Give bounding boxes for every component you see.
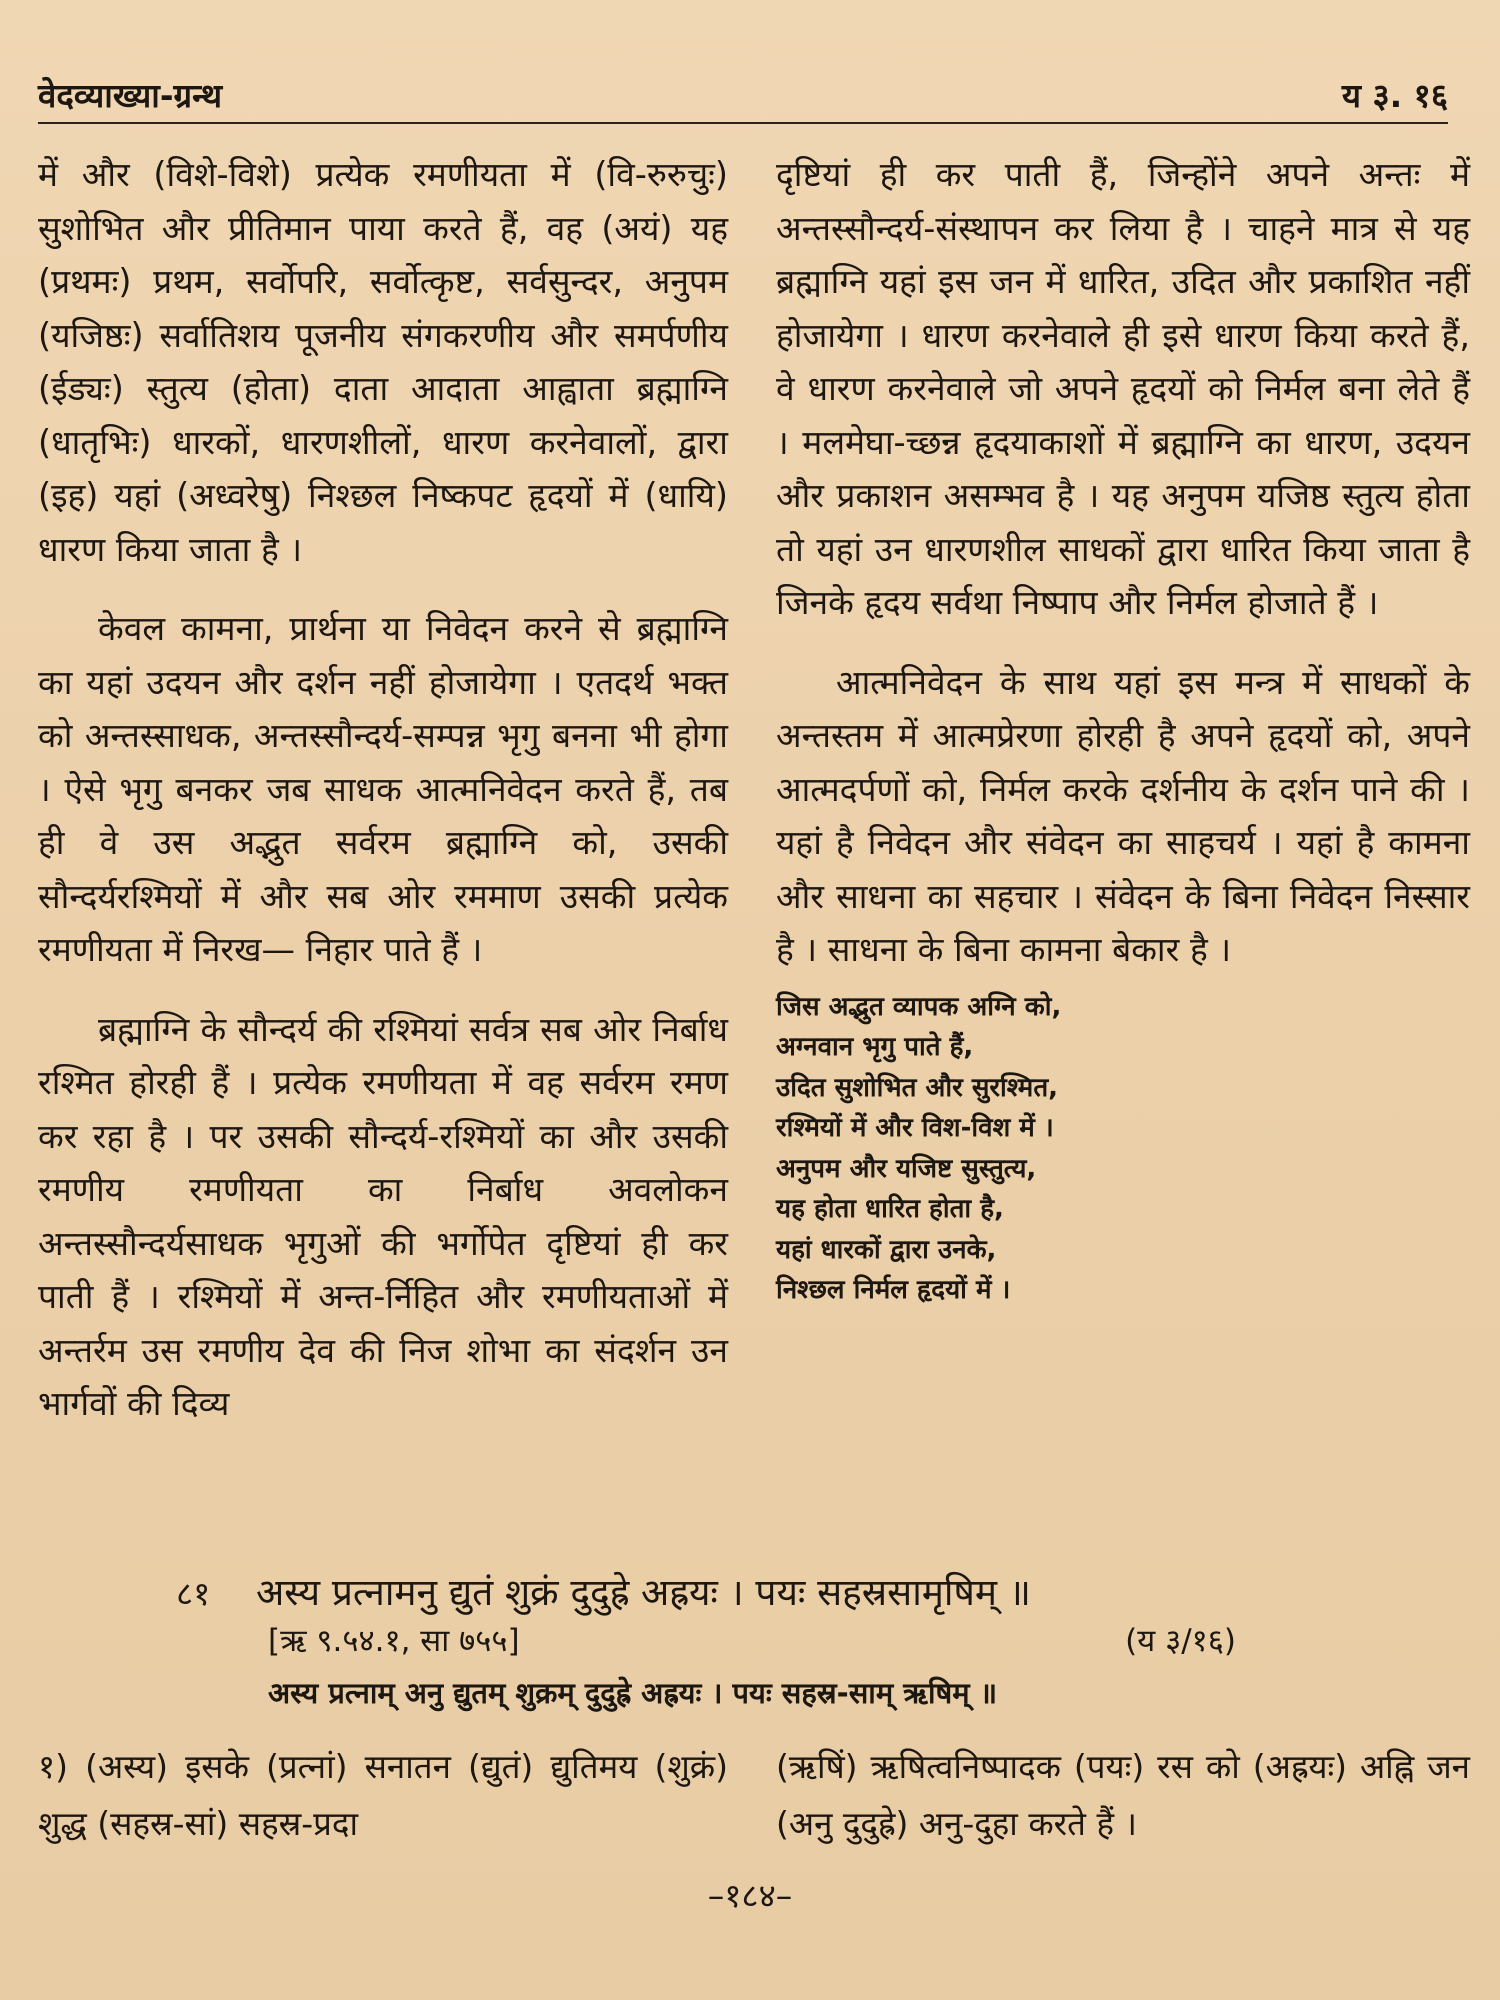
left-paragraph-1: में और (विशे-विशे) प्रत्येक रमणीयता में (वि-रुरुचुः) सुशोभित और प्रीतिमान पाया करते हैं, वह (अयं) यह (प्रथमः) प्रथम, सर्वोपरि, सर्वोत्कृष्ट, सर्वसुन्दर, अनुपम (यजिष्ठः) सर्वातिशय पूजनीय संगकरणीय और समर्पणीय (ईड्यः) स्तुत्य (होता) दाता आदाता आह्वाता ब्रह्माग्नि (धातृभिः) धारकों, धारणशीलों, धारण करनेवालों, द्वारा (इह) यहां (अध्वरेषु) निश्छल निष्कपट हृदयों में (धायि) धारण किया जाता है । [38, 155, 728, 569]
poem-line: रश्मियों में और विश-विश में । [776, 1113, 1054, 1143]
header-book-title: वेदव्याख्या-ग्रन्थ [38, 76, 223, 115]
right-paragraph-2: आत्मनिवेदन के साथ यहां इस मन्त्र में साधकों के अन्तस्तम में आत्मप्रेरणा होरही है अपने हृदयों को, अपने आत्मदर्पणों को, निर्मल करके दर्शनीय के दर्शन पाने की । यहां है निवेदन और संवेदन का साहचर्य । यहां है कामना और साधना का सहचार । संवेदन के बिना निवेदन निस्सार है । साधना के बिना कामना बेकार है । [776, 662, 1470, 969]
rigveda-reference: [ऋ ९.५४.१, सा ७५५] [268, 1623, 520, 1659]
right-column [776, 148, 1470, 1311]
translation-right [776, 1738, 1470, 1852]
poem-line: यह होता धारित होता है, [776, 1194, 1004, 1224]
running-header [38, 62, 1448, 124]
translation-left-text: १) (अस्य) इसके (प्रत्नां) सनातन (द्युतं) द्युतिमय (शुक्रं) शुद्ध (सहस्र-सां) सहस्र-प्रदा [38, 1747, 728, 1843]
verse-poem [776, 987, 1470, 1311]
mantra-line [176, 1565, 1256, 1619]
translation-left [38, 1738, 728, 1852]
poem-line: निश्छल निर्मल हृदयों में । [776, 1275, 1011, 1305]
left-paragraph-2: केवल कामना, प्रार्थना या निवेदन करने से ब्रह्माग्नि का यहां उदयन और दर्शन नहीं होजायेगा । एतदर्थ भक्त को अन्तस्साधक, अन्तस्सौन्दर्य-सम्पन्न भृगु बनना भी होगा । ऐसे भृगु बनकर जब साधक आत्मनिवेदन करते हैं, तब ही वे उस अद्भुत सर्वरम ब्रह्माग्नि को, उसकी सौन्दर्यरश्मियों में और सब ओर रममाण उसकी प्रत्येक रमणीयता में निरख— निहार पाते हैं । [38, 609, 728, 969]
poem-line: उदित सुशोभित और सुरश्मित, [776, 1072, 1059, 1103]
mantra-references [176, 1619, 1256, 1663]
mantra-padapatha: अस्य प्रत्नाम् अनु द्युतम् शुक्रम् दुदुह्रे अह्रयः । पयः सहस्र-साम् ऋषिम् ॥ [268, 1676, 998, 1710]
mantra-number: ८१ [176, 1574, 211, 1613]
poem-line: जिस अद्भुत व्यापक अग्नि को, [776, 991, 1062, 1022]
page-number: –१८४– [707, 1876, 793, 1915]
poem-line: अग्नवान भृगु पाते हैं, [776, 1032, 974, 1062]
mantra-text: अस्य प्रत्नामनु द्युतं शुक्रं दुदुह्रे अह्रयः । पयः सहस्रसामृषिम् ॥ [256, 1571, 1031, 1614]
left-paragraph-3: ब्रह्माग्नि के सौन्दर्य की रश्मियां सर्वत्र सब ओर निर्बाध रश्मित होरही हैं । प्रत्येक रमणीयता में वह सर्वरम रमण कर रहा है । पर उसकी सौन्दर्य-रश्मियों का और उसकी रमणीय रमणीयता का निर्बाध अवलोकन अन्तस्सौन्दर्यसाधक भृगुओं की भर्गोपेत दृष्टियां ही कर पाती हैं । रश्मियों में अन्त-र्निहित और रमणीयताओं में अन्तर्रम उस रमणीय देव की निज शोभा का संदर्शन उन भार्गवों की दिव्य [38, 1009, 728, 1423]
left-column [38, 148, 728, 1431]
right-paragraph-1: दृष्टियां ही कर पाती हैं, जिन्होंने अपने अन्तः में अन्तस्सौन्दर्य-संस्थापन कर लिया है । चाहने मात्र से यह ब्रह्माग्नि यहां इस जन में धारित, उदित और प्रकाशित नहीं होजायेगा । धारण करनेवाले ही इसे धारण किया करते हैं, वे धारण करनेवाले जो अपने हृदयों को निर्मल बना लेते हैं । मलमेघा-च्छन्न हृदयाकाशों में ब्रह्माग्नि का धारण, उदयन और प्रकाशन असम्भव है । यह अनुपम यजिष्ठ स्तुत्य होता तो यहां उन धारणशील साधकों द्वारा धारित किया जाता है जिनके हृदय सर्वथा निष्पाप और निर्मल होजाते हैं । [776, 155, 1470, 622]
poem-line: यहां धारकों द्वारा उनके, [776, 1234, 997, 1265]
header-verse-ref: य ३. १६ [1341, 76, 1448, 115]
translation-right-text: (ऋषिं) ऋषित्वनिष्पादक (पयः) रस को (अह्रयः) अह्नि जन (अनु दुदुह्रे) अनु-दुहा करते हैं । [776, 1747, 1470, 1843]
mantra-block [176, 1565, 1256, 1712]
poem-line: अनुपम और यजिष्ट सुस्तुत्य, [776, 1153, 1037, 1184]
yajurveda-reference: (य ३/१६) [1125, 1623, 1236, 1659]
